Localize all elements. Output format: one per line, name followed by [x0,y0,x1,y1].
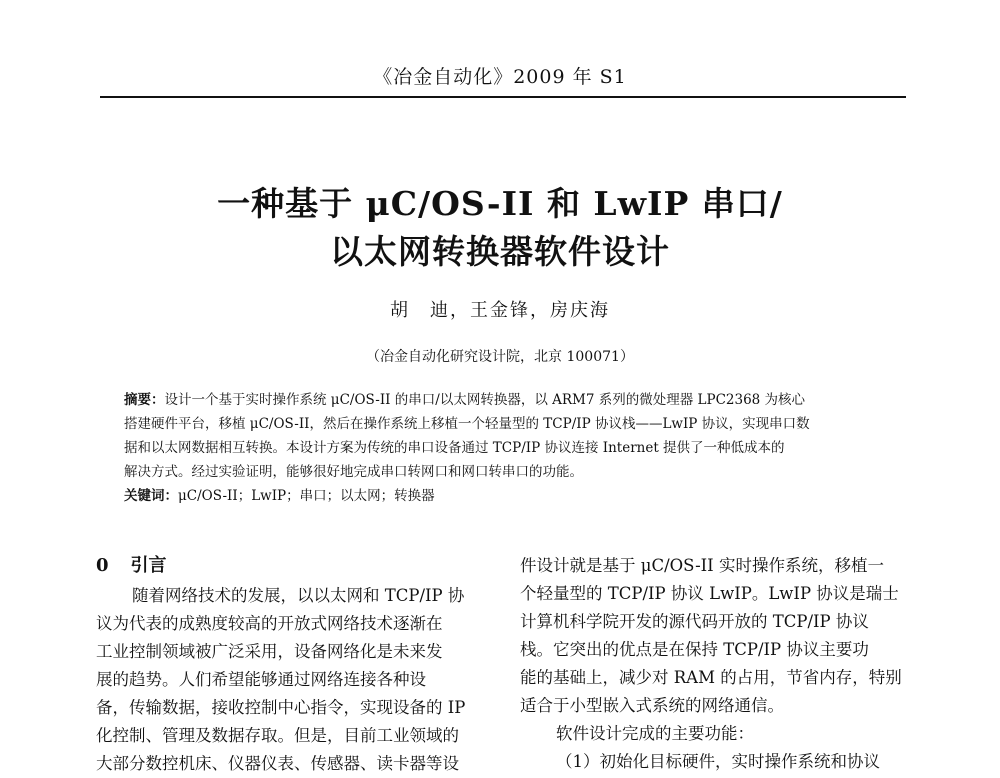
body-line: （1）初始化目标硬件，实时操作系统和协议 [556,752,880,771]
abstract-text: 设计一个基于实时操作系统 μC/OS-II 的串口/以太网转换器，以 ARM7 系列的微处理器 LPC2368 为核心 [164,392,806,408]
title-line-2: 以太网转换器软件设计 [330,232,670,271]
body-line: 件设计就是基于 μC/OS-II 实时操作系统，移植一 [520,556,884,575]
body-line: 展的趋势。人们希望能够通过网络连接各种设 [96,670,426,689]
left-column [96,552,516,778]
authors: 胡 迪，王金锋，房庆海 [390,300,610,321]
body-line: 栈。它突出的优点是在保持 TCP/IP 协议主要功 [520,640,869,659]
body-line: 备，传输数据，接收控制中心指令，实现设备的 IP [96,698,466,717]
section-number: 0 [96,555,109,576]
body-line: 议为代表的成熟度较高的开放式网络技术逐渐在 [96,614,443,633]
section-heading [96,552,516,580]
abstract-line: 据和以太网数据相互转换。本设计方案为传统的串口设备通过 TCP/IP 协议连接 Internet 提供了一种低成本的 [124,440,785,456]
body-line: 化控制、管理及数据存取。但是，目前工业领域的 [96,726,459,745]
abstract [124,388,884,508]
body-line: 工业控制领域被广泛采用，设备网络化是未来发 [96,642,443,661]
abstract-line: 搭建硬件平台，移植 μC/OS-II，然后在操作系统上移植一个轻量型的 TCP/IP 协议栈——LwIP 协议，实现串口数 [124,416,810,432]
header-rule [100,96,906,98]
body-line: 随着网络技术的发展，以以太网和 TCP/IP 协 [132,586,465,605]
body-line: 适合于小型嵌入式系统的网络通信。 [520,696,784,715]
keywords-text: μC/OS-II；LwIP；串口；以太网；转换器 [178,488,435,504]
body-line: 软件设计完成的主要功能： [556,724,754,743]
journal-header: 《冶金自动化》2009 年 S1 [373,66,627,88]
abstract-line: 解决方式。经过实验证明，能够很好地完成串口转网口和网口转串口的功能。 [124,464,583,480]
affiliation: （冶金自动化研究设计院，北京 100071） [366,349,634,365]
section-title: 引言 [130,555,167,576]
paper-title [0,180,1000,276]
body-line: 个轻量型的 TCP/IP 协议 LwIP。LwIP 协议是瑞士 [520,584,899,603]
right-column [520,552,940,776]
body-line: 大部分数控机床、仪器仪表、传感器、读卡器等设 [96,754,459,773]
body-line: 计算机科学院开发的源代码开放的 TCP/IP 协议 [520,612,869,631]
title-line-1: 一种基于 μC/OS-II 和 LwIP 串口/ [217,184,783,223]
keywords-label: 关键词： [124,488,178,504]
body-line: 能的基础上，减少对 RAM 的占用，节省内存，特别 [520,668,902,687]
abstract-label: 摘要： [124,392,165,408]
abstract-line [124,388,884,412]
keywords-line [124,484,884,508]
